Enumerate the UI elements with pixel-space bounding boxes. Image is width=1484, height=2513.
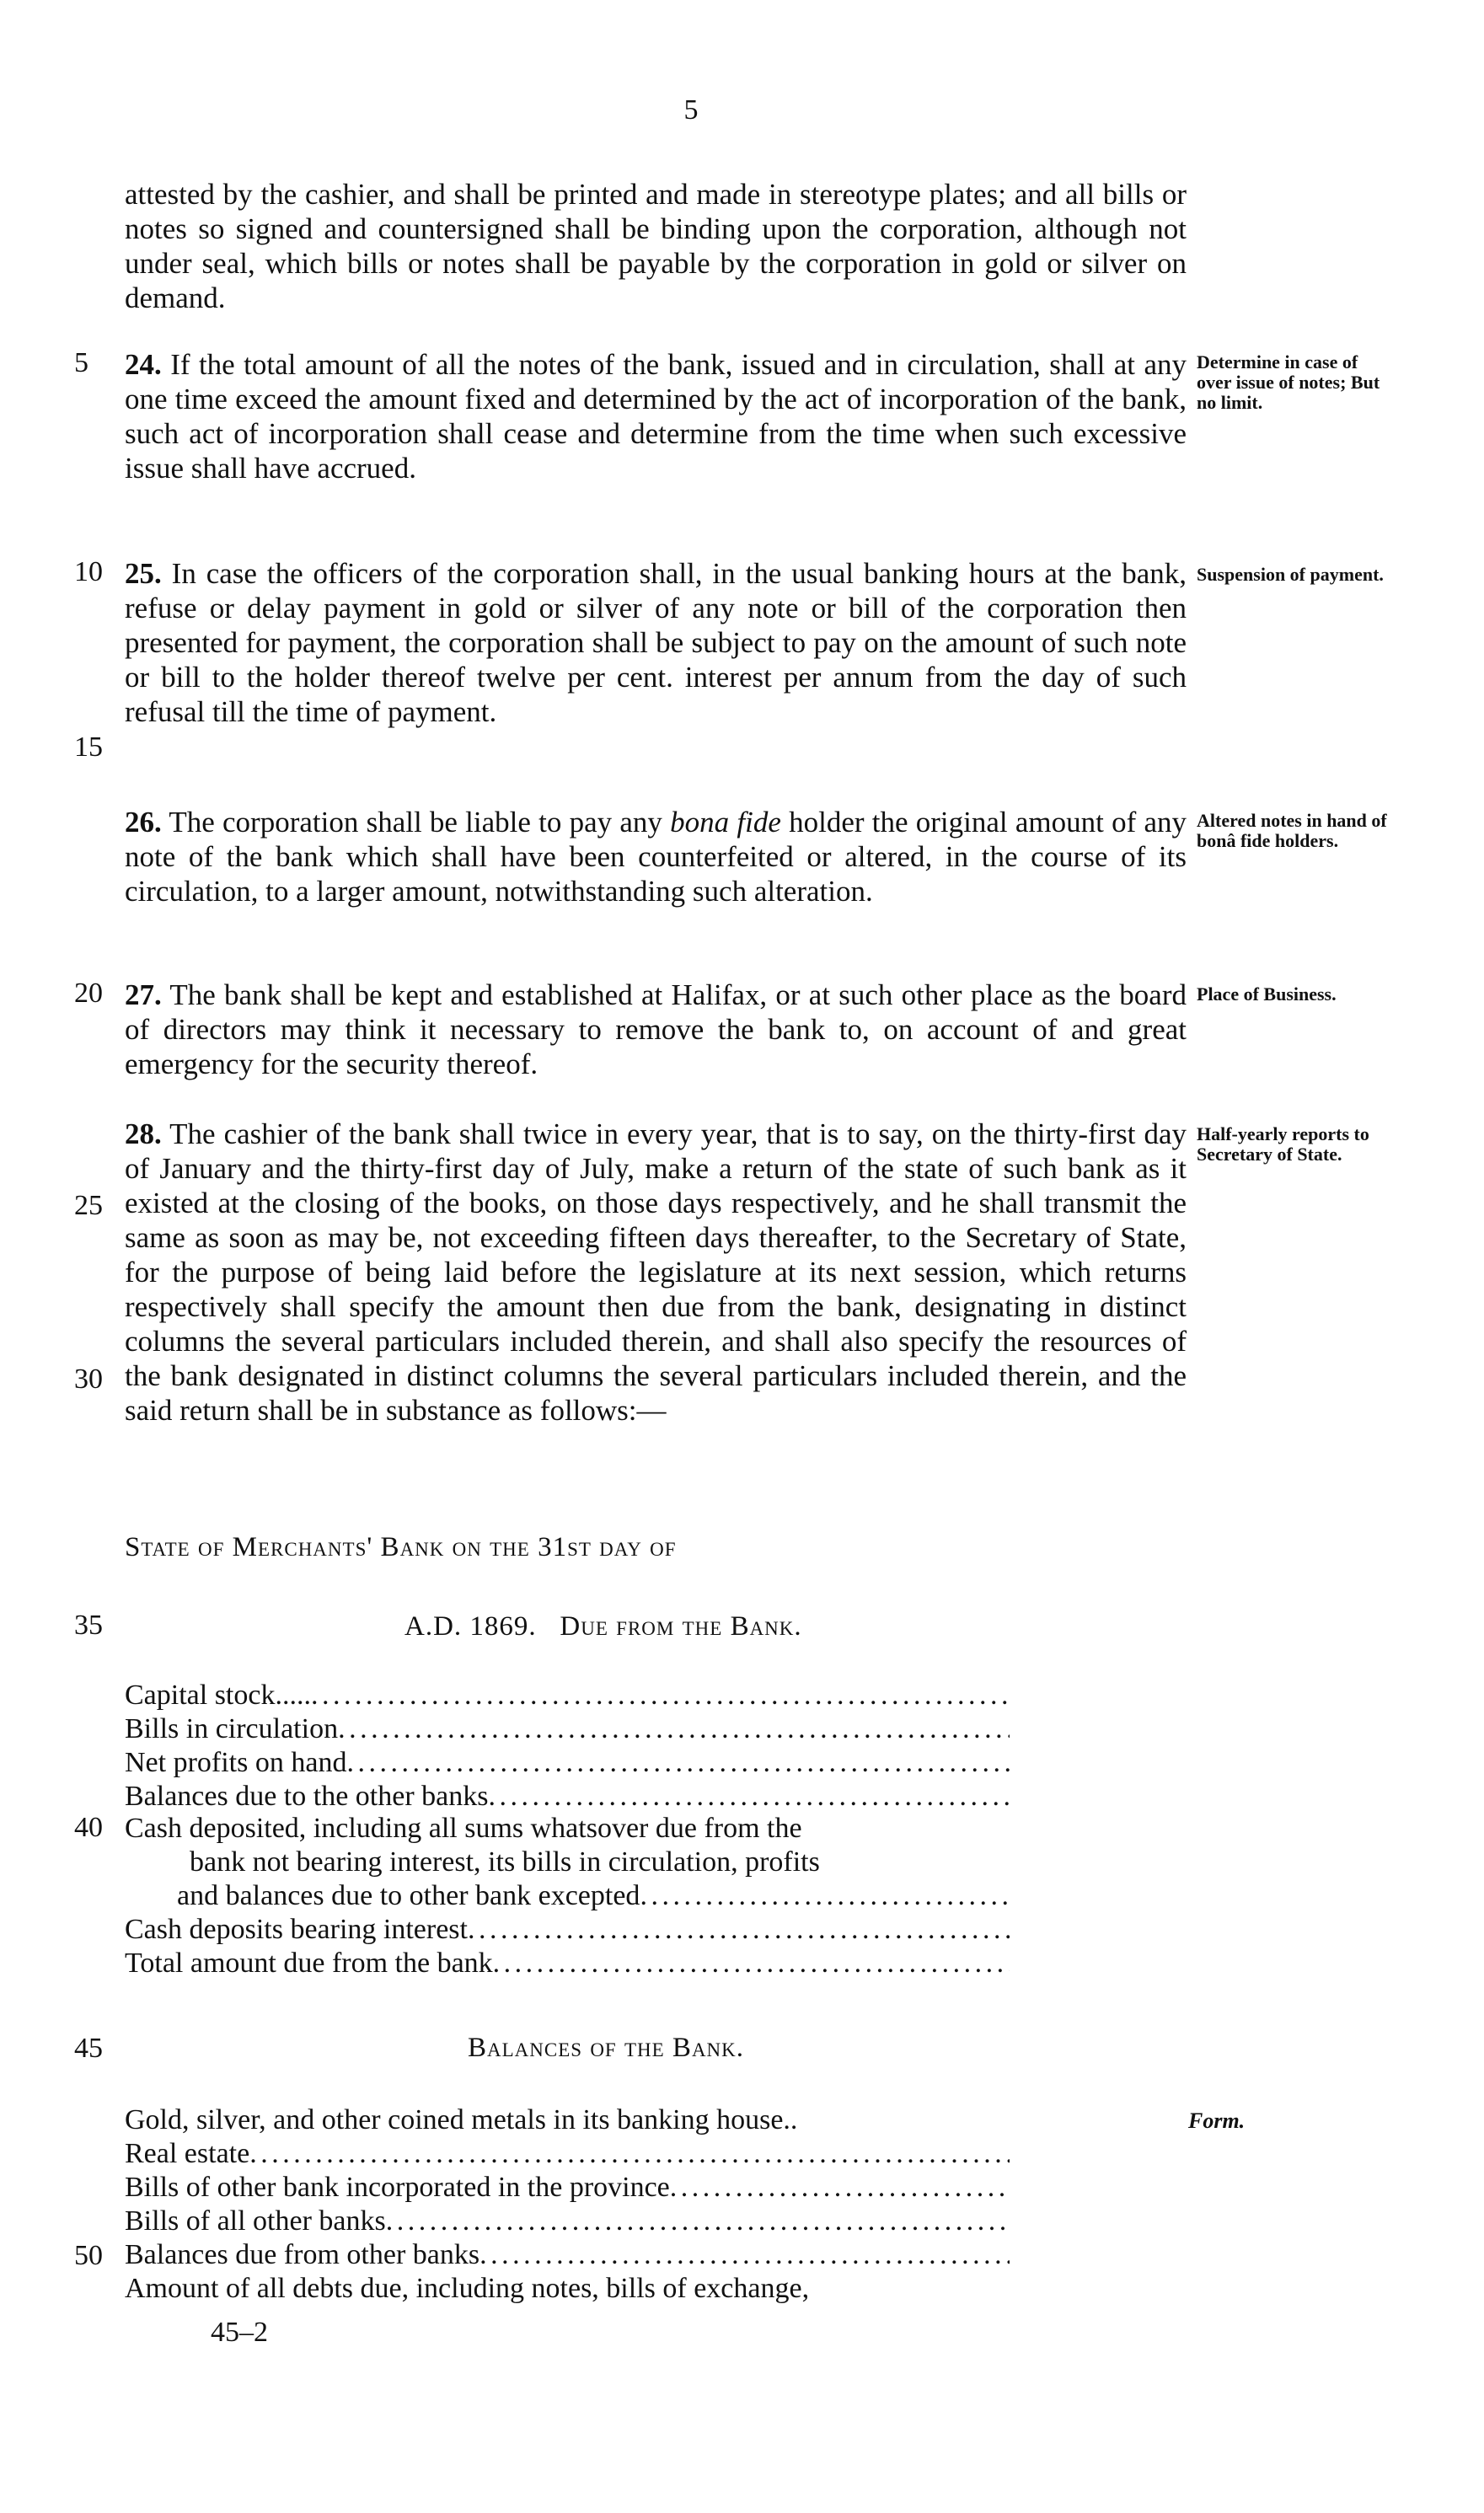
margin-note: Altered notes in hand of bonâ fide holders. xyxy=(1197,810,1387,851)
form-row: and balances due to other bank excepted . . . xyxy=(177,1879,1010,1913)
section-number: 25. xyxy=(125,557,162,590)
state-heading: State of Merchants' Bank on the 31st day of xyxy=(125,1532,677,1562)
form-row: Amount of all debts due, including notes, bills of exchange, xyxy=(125,2273,810,2304)
line-number: 20 xyxy=(74,978,103,1009)
section-text: The corporation shall be liable to pay any xyxy=(169,806,662,839)
form-row: Total amount due from the bank . . . xyxy=(125,1947,1010,1980)
line-number: 40 xyxy=(74,1812,103,1843)
margin-note: Suspension of payment. xyxy=(1197,564,1384,585)
line-number: 10 xyxy=(74,556,103,587)
form-row: Cash deposits bearing interest . . . xyxy=(125,1913,1010,1947)
form-row: Bills of all other banks . . . xyxy=(125,2205,1010,2238)
form-row: Net profits on hand . . . xyxy=(125,1746,1010,1780)
line-number: 50 xyxy=(74,2240,103,2271)
section-28 xyxy=(125,1117,1187,1428)
intro-paragraph: attested by the cashier, and shall be printed and made in stereotype plates; and all bills or notes so signed and countersigned shall be binding upon the corporation, although not under seal, which bills or notes shall be payable by the corporation in gold or silver on demand. xyxy=(125,178,1187,314)
section-number: 27. xyxy=(125,978,162,1011)
page-number: 5 xyxy=(683,94,699,126)
section-text: In case the officers of the corporation shall, in the usual banking hours at the bank, refuse or delay payment in gold or silver of any note or bill of the corporation then presented for payment, the corporation shall be subject to pay on the amount of such note or bill to the holder thereof twelve per cent. interest per annum from the day of such refusal till the time of payment. xyxy=(125,557,1187,728)
section-27 xyxy=(125,978,1187,1081)
section-number: 24. xyxy=(125,348,162,381)
due-heading xyxy=(404,1611,802,1642)
line-number: 35 xyxy=(74,1610,103,1641)
section-text: holder the original amount of any note of the bank which shall have been counterfeited or altered, in the course of its circulation, to a larger amount, notwithstanding such alteration. xyxy=(125,806,1187,908)
section-25 xyxy=(125,556,1187,729)
form-row: Cash deposited, including all sums whatsover due from the xyxy=(125,1813,802,1844)
form-row: Gold, silver, and other coined metals in its banking house.. xyxy=(125,2104,798,2135)
section-text-italic: bona fide xyxy=(670,806,781,839)
form-row-cont: bank not bearing interest, its bills in circulation, profits xyxy=(190,1846,820,1878)
line-number: 25 xyxy=(74,1190,103,1221)
line-number: 30 xyxy=(74,1364,103,1395)
section-text: If the total amount of all the notes of the bank, issued and in circulation, shall at any one time exceed the amount fixed and determined by the act of incorporation of the bank, such act of incorporation shall cease and determine from the time when such excessive issue shall have accrued. xyxy=(125,348,1187,485)
margin-note: Determine in case of over issue of notes; But no limit. xyxy=(1197,351,1380,413)
section-text: The bank shall be kept and established at Halifax, or at such other place as the board of directors may think it necessary to remove the bank to, on account of and great emergency for the security thereof. xyxy=(125,978,1187,1080)
margin-note: Place of Business. xyxy=(1197,983,1337,1005)
due-heading-title: Due from the Bank. xyxy=(560,1611,802,1642)
line-number: 15 xyxy=(74,731,103,763)
section-24 xyxy=(125,347,1187,485)
form-row: Bills of other bank incorporated in the province . . . xyxy=(125,2171,1010,2205)
balances-heading: Balances of the Bank. xyxy=(468,2033,745,2063)
section-text: The cashier of the bank shall twice in every year, that is to say, on the thirty-first day of January and the thirty-first day of July, make a return of the state of such bank as it existed at the closing of the books, on those days respectively, and he shall transmit the same as soon as may be, not exceeding fifteen days thereafter, to the Secretary of State, for the purpose of being laid before the legislature at its next session, which returns respectively shall specify the amount then due from the bank, designating in distinct columns the several particulars included therein, and shall also specify the resources of the bank designated in distinct columns the several particulars included therein, and the said return shall be in substance as follows:— xyxy=(125,1117,1187,1427)
form-row: Capital stock..... . . . xyxy=(125,1679,1010,1712)
form-row: Real estate . . . xyxy=(125,2137,1010,2171)
section-number: 26. xyxy=(125,806,162,839)
margin-note: Half-yearly reports to Secretary of State. xyxy=(1197,1123,1369,1165)
signature-mark: 45–2 xyxy=(211,2317,268,2348)
line-number: 5 xyxy=(74,347,88,378)
form-row: Balances due to the other banks . . . xyxy=(125,1780,1010,1814)
section-number: 28. xyxy=(125,1117,162,1150)
form-row: Balances due from other banks . . . xyxy=(125,2238,1010,2272)
line-number: 45 xyxy=(74,2033,103,2064)
form-note: Form. xyxy=(1188,2108,1246,2133)
form-row: Bills in circulation . . . xyxy=(125,1712,1010,1746)
due-heading-date: A.D. 1869. xyxy=(404,1611,537,1642)
section-26 xyxy=(125,805,1187,908)
